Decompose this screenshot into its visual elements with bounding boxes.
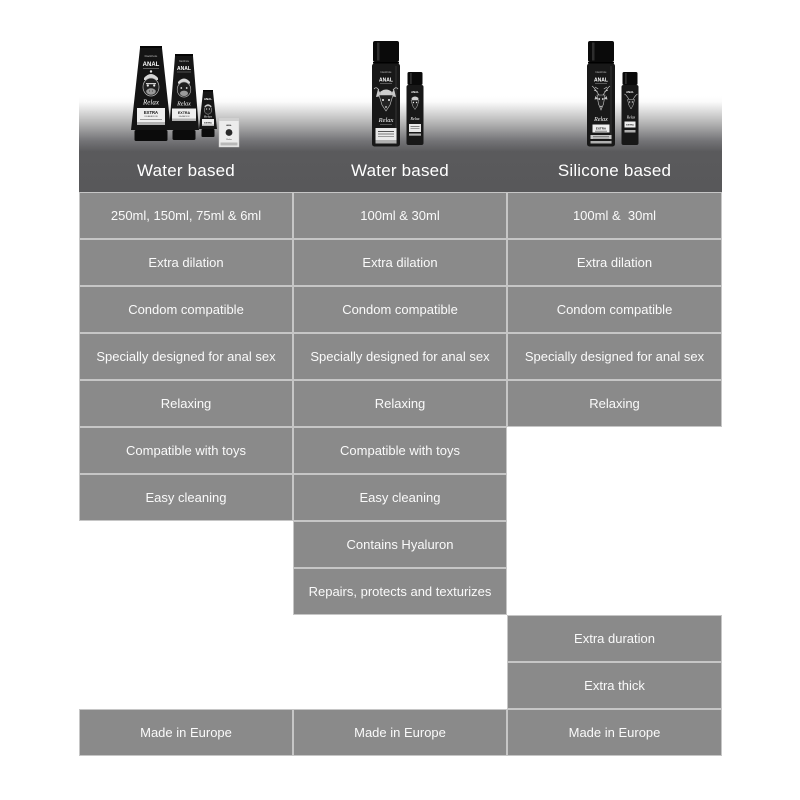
cell-col2-repairs: Repairs, protects and texturizes xyxy=(293,568,507,615)
svg-text:Relax: Relax xyxy=(378,117,394,124)
cell-col2-sizes: 100ml & 30ml xyxy=(293,192,507,239)
cell-col2-toys: Compatible with toys xyxy=(293,427,507,474)
cell-col3-sizes: 100ml & 30ml xyxy=(507,192,722,239)
bottle-small-icon xyxy=(622,72,639,145)
cell-col1-toys: Compatible with toys xyxy=(79,427,293,474)
svg-text:EXTRA: EXTRA xyxy=(626,124,634,127)
cell-col3-relaxing: Relaxing xyxy=(507,380,722,427)
cell-col3-made-europe: Made in Europe xyxy=(507,709,722,756)
bottle-wolf-set-icon xyxy=(368,40,430,150)
svg-text:Relax: Relax xyxy=(143,98,159,107)
svg-text:ANAL: ANAL xyxy=(203,97,213,101)
cell-col3-thick: Extra thick xyxy=(507,662,722,709)
svg-text:blackhole: blackhole xyxy=(144,54,158,58)
svg-text:EXTRA: EXTRA xyxy=(177,111,191,115)
svg-text:EXTRA: EXTRA xyxy=(143,110,159,115)
cell-col1-made-europe: Made in Europe xyxy=(79,709,293,756)
cell-col3-condom: Condom compatible xyxy=(507,286,722,333)
cell-col3-designed: Specially designed for anal sex xyxy=(507,333,722,380)
column-header-silicone-based: Silicone based xyxy=(557,161,672,180)
svg-text:ANAL: ANAL xyxy=(226,125,232,127)
cell-col1-sizes: 250ml, 150ml, 75ml & 6ml xyxy=(79,192,293,239)
cell-col2-made-europe: Made in Europe xyxy=(293,709,507,756)
svg-text:DILATACION: DILATACION xyxy=(144,116,158,119)
svg-text:ANAL: ANAL xyxy=(626,90,634,94)
svg-text:ANAL: ANAL xyxy=(379,77,393,84)
cell-col1-relaxing: Relaxing xyxy=(79,380,293,427)
tube-small-icon xyxy=(199,90,217,137)
cell-col1-dilation: Extra dilation xyxy=(79,239,293,286)
bottle-large-icon xyxy=(587,41,615,147)
svg-text:ANAL: ANAL xyxy=(177,66,191,72)
svg-text:EXTRA: EXTRA xyxy=(204,122,212,125)
svg-text:EXTRA: EXTRA xyxy=(595,126,607,131)
svg-text:DILATACION: DILATACION xyxy=(178,115,190,118)
svg-text:ANAL: ANAL xyxy=(411,90,419,94)
gorilla-illustration xyxy=(204,104,212,114)
svg-text:blackhole: blackhole xyxy=(595,71,607,74)
svg-text:Relax: Relax xyxy=(226,138,232,141)
cell-col1-cleaning: Easy cleaning xyxy=(79,474,293,521)
tube-medium-icon xyxy=(169,54,199,140)
svg-text:ANAL: ANAL xyxy=(594,77,608,84)
svg-text:ANAL: ANAL xyxy=(142,62,160,68)
bottle-large-icon xyxy=(372,41,400,147)
cell-col3-dilation: Extra dilation xyxy=(507,239,722,286)
cell-col2-condom: Condom compatible xyxy=(293,286,507,333)
svg-text:Relax: Relax xyxy=(204,114,212,119)
bottle-small-icon xyxy=(407,72,424,145)
cell-col1-designed: Specially designed for anal sex xyxy=(79,333,293,380)
cell-col1-condom: Condom compatible xyxy=(79,286,293,333)
svg-text:blackhole: blackhole xyxy=(380,71,392,74)
column-header-water-based-tubes: Water based xyxy=(137,161,235,180)
tube-large-icon xyxy=(131,46,171,141)
cell-col2-cleaning: Easy cleaning xyxy=(293,474,507,521)
cell-col2-relaxing: Relaxing xyxy=(293,380,507,427)
cell-col2-dilation: Extra dilation xyxy=(293,239,507,286)
cell-col2-designed: Specially designed for anal sex xyxy=(293,333,507,380)
svg-text:Relax: Relax xyxy=(177,101,191,108)
column-header-water-based-bottles: Water based xyxy=(351,161,449,180)
cell-col3-duration: Extra duration xyxy=(507,615,722,662)
tube-gorilla-set-icon xyxy=(126,44,244,150)
bottle-deer-set-icon xyxy=(583,40,645,150)
svg-text:Relax: Relax xyxy=(410,116,420,121)
svg-text:blackhole: blackhole xyxy=(178,60,190,63)
cell-col2-hyaluron: Contains Hyaluron xyxy=(293,521,507,568)
svg-text:Relax: Relax xyxy=(594,117,608,123)
gorilla-illustration xyxy=(177,79,191,98)
svg-text:Relax: Relax xyxy=(626,115,636,120)
sachet-icon xyxy=(219,118,239,147)
